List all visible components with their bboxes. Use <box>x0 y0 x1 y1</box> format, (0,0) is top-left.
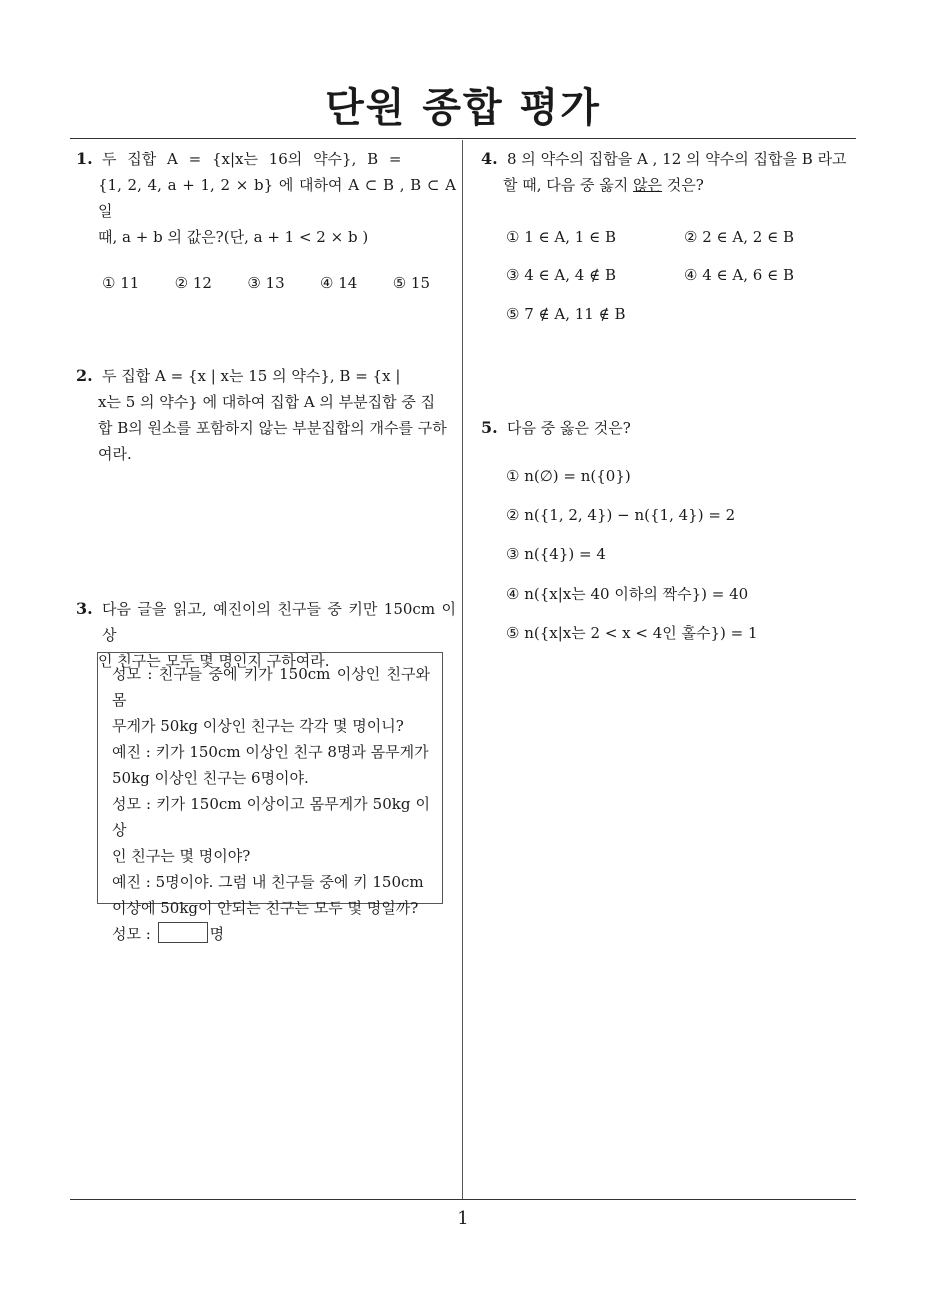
question-text <box>481 172 861 198</box>
emphasis-text: 않은 <box>633 176 663 194</box>
dialog-line: 무게가 50kg 이상인 친구는 각각 몇 명이니? <box>112 717 404 735</box>
dialog-line: 성모 : 친구들 중에 키가 150cm 이상인 친구와 몸 <box>112 665 430 709</box>
question-text-part: 할 때, 다음 중 옳지 <box>503 176 634 194</box>
question-number: 2. <box>76 366 93 385</box>
choice-5[interactable]: ⑤ n({x|x는 2 < x < 4인 홀수}) = 1 <box>506 624 758 642</box>
choice-4[interactable]: ④ n({x|x는 40 이하의 짝수}) = 40 <box>506 585 749 603</box>
question-number: 1. <box>76 149 93 168</box>
question-text: 인 친구는 모두 몇 명인지 구하여라. <box>98 652 330 670</box>
choice-4[interactable]: ④ 4 ∈ A, 6 ∈ B <box>684 266 794 284</box>
question-text: 두 집합 A = {x | x는 15 의 약수}, B = {x | <box>102 367 401 385</box>
question-text: {1, 2, 4, a + 1, 2 × b} 에 대하여 A ⊂ B , B ⊂ A 일 <box>98 176 456 220</box>
question-number: 4. <box>481 149 498 168</box>
choice-list <box>76 270 456 296</box>
question-text: 두 집합 A = {x|x는 16의 약수}, B = <box>102 150 402 168</box>
choice-5[interactable]: ⑤ 7 ∉ A, 11 ∉ B <box>506 305 626 323</box>
answer-blank[interactable] <box>158 922 208 943</box>
dialog-line: 50kg 이상인 친구는 6명이야. <box>112 769 309 787</box>
answer-suffix: 명 <box>209 925 225 943</box>
dialog-line: 예진 : 키가 150cm 이상인 친구 8명과 몸무게가 <box>112 743 429 761</box>
choice-1[interactable]: ① n(∅) = n({0}) <box>506 467 631 485</box>
dialog-line: 예진 : 5명이야. 그럼 내 친구들 중에 키 150cm <box>112 873 424 891</box>
dialog-line: 인 친구는 몇 명이야? <box>112 847 251 865</box>
question-number: 3. <box>76 599 93 618</box>
choice-2[interactable]: ② 2 ∈ A, 2 ∈ B <box>684 228 794 246</box>
question-text: 합 B의 원소를 포함하지 않는 부분집합의 개수를 구하 <box>98 419 447 437</box>
dialog-line: 이상에 50kg이 안되는 친구는 모두 몇 명일까? <box>112 899 419 917</box>
choice-4[interactable]: ④ 14 <box>320 274 358 292</box>
question-number: 5. <box>481 418 498 437</box>
question-text: 때, a + b 의 값은?(단, a + 1 < 2 × b ) <box>98 228 369 246</box>
page-number: 1 <box>457 1208 469 1229</box>
choice-1[interactable]: ① 11 <box>102 274 140 292</box>
choice-2[interactable]: ② n({1, 2, 4}) − n({1, 4}) = 2 <box>506 506 736 524</box>
question-2 <box>76 363 456 467</box>
question-1 <box>76 146 456 296</box>
answer-prefix: 성모 : <box>112 925 151 943</box>
question-text: 8 의 약수의 집합을 A , 12 의 약수의 집합을 B 라고 <box>507 150 847 168</box>
choice-1[interactable]: ① 1 ∈ A, 1 ∈ B <box>506 228 616 246</box>
choice-3[interactable]: ③ 4 ∈ A, 4 ∉ B <box>506 266 616 284</box>
question-text: x는 5 의 약수} 에 대하여 집합 A 의 부분집합 중 집 <box>98 393 436 411</box>
question-text: 다음 중 옳은 것은? <box>507 419 631 437</box>
choice-2[interactable]: ② 12 <box>174 274 212 292</box>
dialog-line: 성모 : 키가 150cm 이상이고 몸무게가 50kg 이상 <box>112 795 430 839</box>
question-text: 여라. <box>98 445 132 463</box>
column-divider <box>462 140 463 1200</box>
choice-3[interactable]: ③ n({4}) = 4 <box>506 545 606 563</box>
question-text-part: 것은? <box>662 176 704 194</box>
footer-divider <box>70 1199 856 1200</box>
question-text: 다음 글을 읽고, 예진이의 친구들 중 키만 150cm 이상 <box>102 600 456 644</box>
header-divider <box>70 138 856 139</box>
question-5 <box>481 415 861 441</box>
choice-5[interactable]: ⑤ 15 <box>392 274 430 292</box>
answer-line <box>112 921 430 947</box>
page-title: 단원 종합 평가 <box>325 85 601 131</box>
dialog-box <box>97 652 443 943</box>
choice-3[interactable]: ③ 13 <box>247 274 285 292</box>
question-4 <box>481 146 861 198</box>
